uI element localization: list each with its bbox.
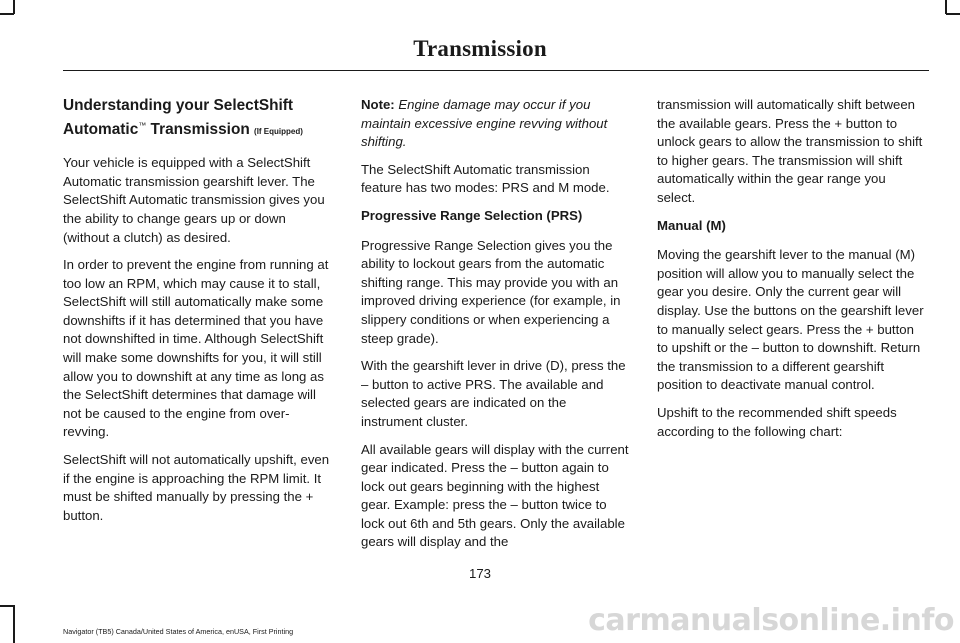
crop-mark-bottom-left-h (0, 605, 14, 607)
page-number: 173 (468, 566, 491, 581)
crop-mark-top-right-h (946, 13, 960, 15)
column-middle (361, 96, 631, 561)
paragraph: Your vehicle is equipped with a SelectShift Automatic transmission gearshift lever. The SelectShift Automatic transmission gives you the ability to change gears up or down (without a clutch) as desired. (63, 155, 325, 245)
paragraph: All available gears will display with the current gear indicated. Press the – button again to lock out gears beginning with the highest gear. Example: press the – button twice to lock out 6th and 5th gears. Only the available gears will display and the (361, 441, 629, 550)
crop-mark-top-left-h (0, 13, 14, 15)
if-equipped-note: (If Equipped) (254, 127, 303, 137)
section-heading-selectshift (63, 96, 333, 142)
note-label: Note: (361, 97, 395, 112)
note-paragraph (361, 96, 631, 152)
footer-text: Navigator (TB5) Canada/United States of America, enUSA, First Printing (63, 627, 294, 636)
paragraph: Moving the gearshift lever to the manual (M) position will allow you to manually select the gear you desire. Only the current gear will display. Use the buttons on the gearshift lever to manually select gears. Press the + button to upshift or the – button to downshift. Return the transmission to a different gearshift position to deactivate manual control. (657, 247, 924, 393)
page-header-title: Transmission (413, 36, 547, 61)
crop-mark-top-left-v (13, 0, 15, 14)
trademark-symbol: ™ (138, 121, 147, 130)
paragraph: Upshift to the recommended shift speeds according to the following chart: (657, 404, 897, 439)
header-divider (63, 70, 929, 71)
subheading-prs: Progressive Range Selection (PRS) (361, 207, 583, 223)
paragraph: transmission will automatically shift between the available gears. Press the + button to unlock gears to allow the transmission to shift to higher gears. The transmission will shift automatically within the gear range you select. (657, 97, 923, 205)
paragraph: Progressive Range Selection gives you the ability to lockout gears from the automatic shifting range. This may provide you with an improved driving experience (for example, in slippery conditions or when experiencing a steep grade). (361, 237, 621, 346)
crop-mark-bottom-left-v (13, 605, 15, 643)
heading-main-text: Understanding your SelectShift Automatic (63, 97, 294, 139)
crop-mark-top-right-v (945, 0, 947, 14)
paragraph: SelectShift will not automatically upshift, even if the engine is approaching the RPM limit. It must be shifted manually by pressing the + button. (63, 452, 330, 523)
paragraph: With the gearshift lever in drive (D), press the – button to active PRS. The available and selected gears are indicated on the instrument cluster. (361, 358, 626, 429)
watermark-logo: carmanualsonline.info (588, 603, 954, 638)
column-left (63, 96, 333, 534)
paragraph: In order to prevent the engine from running at too low an RPM, which may cause it to stall, SelectShift will still automatically make some downshifts if it has determined that you have not downshifted in time. Although SelectShift will make some downshifts for you, it will still allow you to downshift at any time as long as the SelectShift determines that damage will not be caused to the engine from over-revving. (63, 257, 329, 440)
subheading-manual: Manual (M) (657, 217, 726, 233)
paragraph: The SelectShift Automatic transmission feature has two modes: PRS and M mode. (361, 161, 610, 196)
note-text: Engine damage may occur if you maintain excessive engine revving without shifting. (361, 97, 608, 150)
column-right (657, 96, 927, 450)
heading-word: Transmission (146, 121, 255, 139)
